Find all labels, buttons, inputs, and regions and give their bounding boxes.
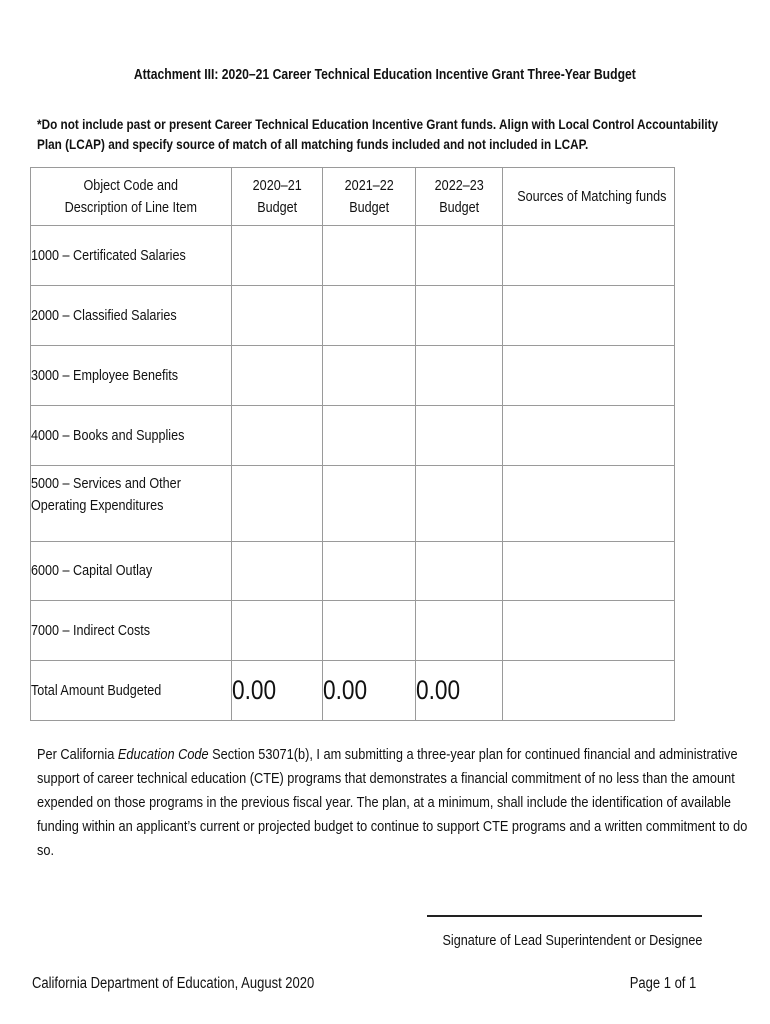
- paragraph-line-3: expended on those programs in the previous fiscal year. The plan, at a minimum, shall include the identification of available: [37, 794, 732, 811]
- footer-left-text: California Department of Education, August 2020: [32, 975, 315, 992]
- row-label: [31, 406, 232, 466]
- header-row: [31, 168, 675, 226]
- row-label-text: 4000 – Books and Supplies: [31, 426, 185, 444]
- header-y1-line-1: 2020–21: [252, 176, 302, 194]
- budget-2020-21-input[interactable]: [232, 542, 323, 601]
- total-matching-funds-input[interactable]: [503, 661, 675, 721]
- header-y3-line-1: 2022–23: [434, 176, 484, 194]
- header-y1-line-2: Budget: [257, 198, 297, 216]
- budget-2020-21-input[interactable]: [232, 406, 323, 466]
- budget-2020-21-input[interactable]: [232, 226, 323, 286]
- row-label: [31, 226, 232, 286]
- header-object-code-line-1: Object Code and: [83, 176, 179, 194]
- paragraph-line-4: funding within an applicant’s current or projected budget to continue to support CTE programs and a written commitment to do: [37, 818, 748, 835]
- matching-funds-input[interactable]: [503, 406, 675, 466]
- signature-label: [393, 932, 702, 949]
- paragraph-text-start: Per California: [37, 746, 118, 763]
- document-title-text: Attachment III: 2020–21 Career Technical Education Incentive Grant Three-Year Budget: [133, 67, 637, 83]
- paragraph-italic-education-code: Education Code: [117, 746, 209, 763]
- budget-2021-22-input[interactable]: [323, 406, 416, 466]
- table-row: [31, 346, 675, 406]
- footer-right-text: Page 1 of 1: [629, 975, 696, 992]
- total-row: [31, 661, 675, 721]
- total-label: [31, 661, 232, 721]
- table-row: [31, 226, 675, 286]
- row-label-text-line-2: Operating Expenditures: [31, 497, 164, 514]
- footer-page-number: [617, 975, 696, 993]
- matching-funds-input[interactable]: [503, 346, 675, 406]
- matching-funds-input[interactable]: [503, 226, 675, 286]
- table-row: [31, 601, 675, 661]
- total-2020-21-text: 0.00: [232, 675, 277, 705]
- header-y2-line-2: Budget: [349, 198, 389, 216]
- row-label-text: 6000 – Capital Outlay: [31, 562, 153, 579]
- row-label-text: 1000 – Certificated Salaries: [31, 246, 186, 264]
- instructions-line-2: Plan (LCAP) and specify source of match of all matching funds included and not included in LCAP.: [37, 136, 589, 152]
- budget-2022-23-input[interactable]: [416, 466, 503, 542]
- table-row: [31, 406, 675, 466]
- budget-table: [30, 167, 674, 720]
- total-2022-23-text: 0.00: [416, 675, 461, 705]
- header-sources-text: Sources of Matching funds: [517, 187, 667, 205]
- matching-funds-input[interactable]: [503, 466, 675, 542]
- document-title: [0, 67, 770, 83]
- row-label-text: 2000 – Classified Salaries: [31, 306, 177, 324]
- signature-line[interactable]: [427, 915, 702, 917]
- budget-2021-22-input[interactable]: [323, 466, 416, 542]
- row-label: [31, 542, 232, 601]
- row-label: [31, 601, 232, 661]
- row-label: [31, 346, 232, 406]
- row-label: [31, 466, 232, 542]
- budget-2021-22-input[interactable]: [323, 542, 416, 601]
- budget-2021-22-input[interactable]: [323, 286, 416, 346]
- budget-2022-23-input[interactable]: [416, 346, 503, 406]
- budget-2022-23-input[interactable]: [416, 406, 503, 466]
- paragraph-line-5: so.: [37, 842, 55, 859]
- table-row: [31, 542, 675, 601]
- header-2020-21-budget: [232, 168, 323, 226]
- total-2022-23-value: [416, 661, 503, 721]
- budget-2021-22-input[interactable]: [323, 346, 416, 406]
- budget-2020-21-input[interactable]: [232, 286, 323, 346]
- budget-2020-21-input[interactable]: [232, 601, 323, 661]
- paragraph-text-rest: Section 53071(b), I am submitting a three-year plan for continued financial and administrative: [208, 746, 738, 763]
- instructions-line-1: *Do not include past or present Career Technical Education Incentive Grant funds. Align with Local Control Accountability: [37, 116, 719, 132]
- instructions: [37, 114, 770, 154]
- header-object-code-line-2: Description of Line Item: [64, 198, 198, 216]
- certification-paragraph: [37, 743, 770, 863]
- budget-2022-23-input[interactable]: [416, 601, 503, 661]
- matching-funds-input[interactable]: [503, 542, 675, 601]
- header-2022-23-budget: [416, 168, 503, 226]
- signature-label-text: Signature of Lead Superintendent or Designee: [442, 932, 702, 949]
- matching-funds-input[interactable]: [503, 286, 675, 346]
- budget-2020-21-input[interactable]: [232, 466, 323, 542]
- total-2021-22-value: [323, 661, 416, 721]
- row-label: [31, 286, 232, 346]
- header-sources-of-matching-funds: [503, 168, 675, 226]
- matching-funds-input[interactable]: [503, 601, 675, 661]
- row-label-text: 3000 – Employee Benefits: [31, 366, 179, 384]
- total-label-text: Total Amount Budgeted: [31, 681, 162, 699]
- header-y3-line-2: Budget: [439, 198, 479, 216]
- header-y2-line-1: 2021–22: [344, 176, 394, 194]
- budget-2022-23-input[interactable]: [416, 226, 503, 286]
- footer-department-date: [32, 975, 368, 993]
- row-label-text: 7000 – Indirect Costs: [31, 621, 151, 639]
- header-object-code: [31, 168, 232, 226]
- table-row: [31, 466, 675, 542]
- budget-2020-21-input[interactable]: [232, 346, 323, 406]
- budget-2021-22-input[interactable]: [323, 601, 416, 661]
- total-2020-21-value: [232, 661, 323, 721]
- budget-2022-23-input[interactable]: [416, 542, 503, 601]
- row-label-text-line-1: 5000 – Services and Other: [31, 475, 181, 492]
- table-row: [31, 286, 675, 346]
- budget-2022-23-input[interactable]: [416, 286, 503, 346]
- budget-2021-22-input[interactable]: [323, 226, 416, 286]
- paragraph-line-2: support of career technical education (CTE) programs that demonstrates a financial commitment of no less than the amount: [37, 770, 735, 787]
- header-2021-22-budget: [323, 168, 416, 226]
- total-2021-22-text: 0.00: [323, 675, 368, 705]
